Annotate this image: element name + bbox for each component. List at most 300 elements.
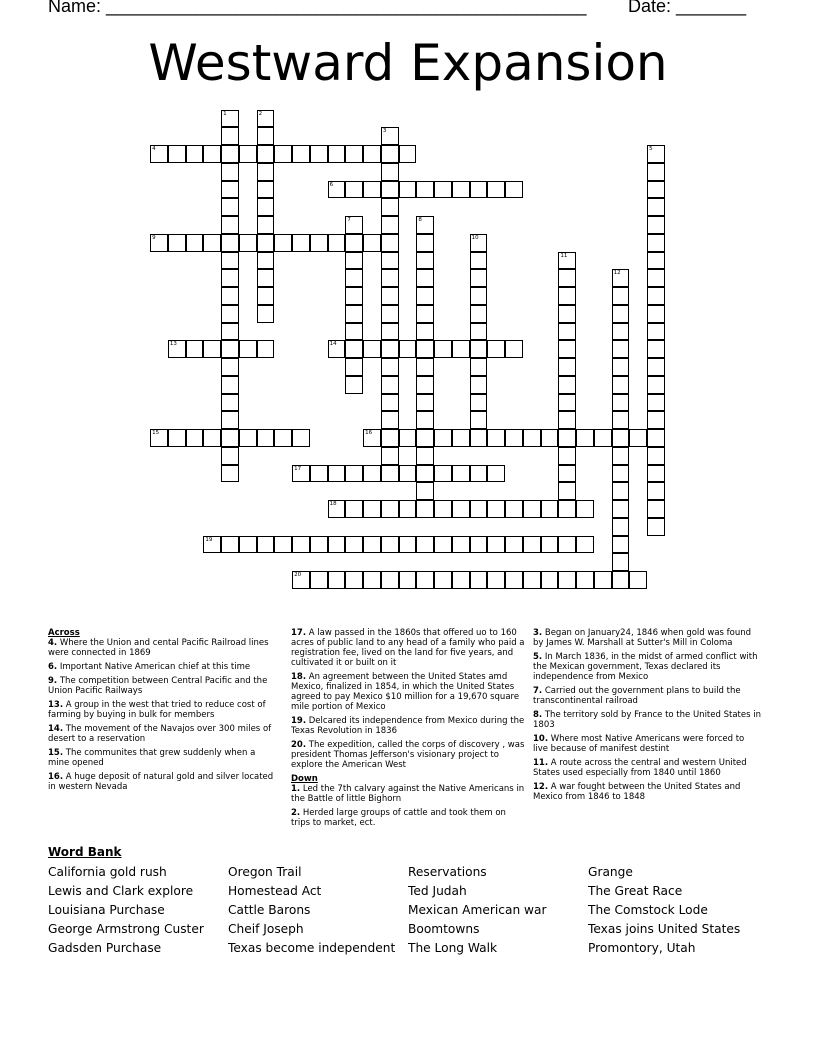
- clue-number: 15: [152, 430, 160, 437]
- grid-cell[interactable]: [452, 429, 470, 447]
- grid-cell[interactable]: [452, 181, 470, 199]
- grid-cell[interactable]: [416, 287, 434, 305]
- grid-cell[interactable]: [647, 234, 665, 252]
- grid-cell[interactable]: [274, 536, 292, 554]
- grid-cell[interactable]: [186, 145, 204, 163]
- grid-cell[interactable]: [150, 429, 168, 447]
- grid-cell[interactable]: [470, 252, 488, 270]
- grid-cell[interactable]: [363, 340, 381, 358]
- grid-cell[interactable]: [434, 340, 452, 358]
- grid-cell[interactable]: [416, 411, 434, 429]
- grid-cell[interactable]: [612, 376, 630, 394]
- word-bank-item: Promontory, Utah: [588, 941, 696, 955]
- grid-cell[interactable]: [647, 358, 665, 376]
- grid-cell[interactable]: [558, 252, 576, 270]
- grid-cell[interactable]: [328, 500, 346, 518]
- grid-cell[interactable]: [221, 447, 239, 465]
- grid-cell[interactable]: [381, 181, 399, 199]
- grid-cell[interactable]: [541, 571, 559, 589]
- word-bank-item: Texas joins United States: [588, 922, 741, 936]
- grid-cell[interactable]: [505, 500, 523, 518]
- grid-cell[interactable]: [257, 145, 275, 163]
- grid-cell[interactable]: [505, 571, 523, 589]
- grid-cell[interactable]: [470, 465, 488, 483]
- grid-cell[interactable]: [487, 429, 505, 447]
- grid-cell[interactable]: [558, 323, 576, 341]
- grid-cell[interactable]: [292, 465, 310, 483]
- grid-cell[interactable]: [612, 482, 630, 500]
- grid-cell[interactable]: [186, 234, 204, 252]
- grid-cell[interactable]: [647, 163, 665, 181]
- grid-cell[interactable]: [221, 429, 239, 447]
- grid-cell[interactable]: [168, 429, 186, 447]
- clue-item: 20. The expedition, called the corps of discovery , was president Thomas Jefferson's visionary project to explore the American West: [291, 740, 525, 770]
- grid-cell[interactable]: [381, 358, 399, 376]
- grid-cell[interactable]: [416, 500, 434, 518]
- grid-cell[interactable]: [257, 536, 275, 554]
- grid-cell[interactable]: [612, 500, 630, 518]
- grid-cell[interactable]: [345, 571, 363, 589]
- grid-cell[interactable]: [399, 500, 417, 518]
- grid-cell[interactable]: [541, 500, 559, 518]
- grid-cell[interactable]: [168, 234, 186, 252]
- grid-cell[interactable]: [470, 323, 488, 341]
- grid-cell[interactable]: [487, 536, 505, 554]
- grid-cell[interactable]: [647, 323, 665, 341]
- grid-cell[interactable]: [647, 252, 665, 270]
- grid-cell[interactable]: [257, 287, 275, 305]
- grid-cell[interactable]: [345, 269, 363, 287]
- grid-cell[interactable]: [647, 216, 665, 234]
- grid-cell[interactable]: [416, 305, 434, 323]
- clue-item: 6. Important Native American chief at this time: [48, 662, 251, 672]
- grid-cell[interactable]: [345, 287, 363, 305]
- grid-cell[interactable]: [487, 571, 505, 589]
- grid-cell[interactable]: [470, 571, 488, 589]
- grid-cell[interactable]: [381, 536, 399, 554]
- name-field[interactable]: Name: ________________________________________________: [48, 0, 587, 16]
- grid-cell[interactable]: [558, 340, 576, 358]
- grid-cell[interactable]: [452, 571, 470, 589]
- grid-cell[interactable]: [381, 429, 399, 447]
- grid-cell[interactable]: [381, 127, 399, 145]
- grid-cell[interactable]: [612, 323, 630, 341]
- grid-cell[interactable]: [221, 252, 239, 270]
- grid-cell[interactable]: [416, 216, 434, 234]
- grid-cell[interactable]: [221, 198, 239, 216]
- grid-cell[interactable]: [345, 376, 363, 394]
- grid-cell[interactable]: [612, 394, 630, 412]
- grid-cell[interactable]: [576, 500, 594, 518]
- grid-cell[interactable]: [612, 536, 630, 554]
- grid-cell[interactable]: [399, 465, 417, 483]
- grid-cell[interactable]: [452, 340, 470, 358]
- grid-cell[interactable]: [558, 447, 576, 465]
- grid-cell[interactable]: [274, 429, 292, 447]
- grid-cell[interactable]: [310, 145, 328, 163]
- word-bank-item: California gold rush: [48, 865, 167, 879]
- grid-cell[interactable]: [523, 429, 541, 447]
- grid-cell[interactable]: [470, 411, 488, 429]
- date-field[interactable]: Date: _______: [628, 0, 747, 16]
- grid-cell[interactable]: [558, 358, 576, 376]
- clue-item: 7. Carried out the government plans to build the transcontinental railroad: [533, 686, 741, 706]
- grid-cell[interactable]: [487, 340, 505, 358]
- grid-cell[interactable]: [274, 234, 292, 252]
- grid-cell[interactable]: [239, 429, 257, 447]
- clue-number: 5: [649, 146, 653, 153]
- grid-cell[interactable]: [345, 305, 363, 323]
- grid-cell[interactable]: [416, 429, 434, 447]
- grid-cell[interactable]: [470, 536, 488, 554]
- grid-cell[interactable]: [416, 465, 434, 483]
- grid-cell[interactable]: [239, 234, 257, 252]
- grid-cell[interactable]: [257, 216, 275, 234]
- grid-cell[interactable]: [310, 536, 328, 554]
- grid-cell[interactable]: [345, 234, 363, 252]
- grid-cell[interactable]: [558, 482, 576, 500]
- grid-cell[interactable]: [328, 234, 346, 252]
- grid-cell[interactable]: [399, 181, 417, 199]
- grid-cell[interactable]: [381, 234, 399, 252]
- clue-number: 10: [471, 234, 479, 241]
- word-bank-item: Ted Judah: [408, 884, 467, 898]
- grid-cell[interactable]: [381, 323, 399, 341]
- grid-cell[interactable]: [239, 536, 257, 554]
- grid-cell[interactable]: [363, 429, 381, 447]
- grid-cell[interactable]: [221, 376, 239, 394]
- grid-cell[interactable]: [647, 447, 665, 465]
- grid-cell[interactable]: [487, 500, 505, 518]
- grid-cell[interactable]: [381, 376, 399, 394]
- grid-cell[interactable]: [470, 181, 488, 199]
- grid-cell[interactable]: [328, 465, 346, 483]
- grid-cell[interactable]: [257, 181, 275, 199]
- grid-cell[interactable]: [558, 394, 576, 412]
- grid-cell[interactable]: [381, 145, 399, 163]
- grid-cell[interactable]: [434, 181, 452, 199]
- grid-cell[interactable]: [470, 500, 488, 518]
- grid-cell[interactable]: [381, 252, 399, 270]
- grid-cell[interactable]: [558, 305, 576, 323]
- grid-cell[interactable]: [257, 429, 275, 447]
- grid-cell[interactable]: [203, 145, 221, 163]
- grid-cell[interactable]: [416, 252, 434, 270]
- clue-item: 13. A group in the west that tried to reduce cost of farming by buying in bulk for members: [48, 700, 266, 720]
- grid-cell[interactable]: [186, 429, 204, 447]
- grid-cell[interactable]: [292, 145, 310, 163]
- grid-cell[interactable]: [647, 411, 665, 429]
- grid-cell[interactable]: [541, 536, 559, 554]
- grid-cell[interactable]: [647, 394, 665, 412]
- grid-cell[interactable]: [257, 252, 275, 270]
- grid-cell[interactable]: [310, 465, 328, 483]
- grid-cell[interactable]: [150, 234, 168, 252]
- grid-cell[interactable]: [310, 234, 328, 252]
- grid-cell[interactable]: [416, 358, 434, 376]
- grid-cell[interactable]: [399, 571, 417, 589]
- grid-cell[interactable]: [363, 500, 381, 518]
- grid-cell[interactable]: [239, 145, 257, 163]
- grid-cell[interactable]: [221, 305, 239, 323]
- grid-cell[interactable]: [416, 234, 434, 252]
- grid-cell[interactable]: [434, 571, 452, 589]
- grid-cell[interactable]: [487, 465, 505, 483]
- grid-cell[interactable]: [629, 571, 647, 589]
- grid-cell[interactable]: [345, 340, 363, 358]
- grid-cell[interactable]: [203, 340, 221, 358]
- grid-cell[interactable]: [257, 127, 275, 145]
- grid-cell[interactable]: [647, 145, 665, 163]
- grid-cell[interactable]: [345, 500, 363, 518]
- grid-cell[interactable]: [203, 234, 221, 252]
- grid-cell[interactable]: [221, 323, 239, 341]
- grid-cell[interactable]: [416, 340, 434, 358]
- grid-cell[interactable]: [558, 465, 576, 483]
- grid-cell[interactable]: [470, 429, 488, 447]
- grid-cell[interactable]: [399, 536, 417, 554]
- grid-cell[interactable]: [416, 394, 434, 412]
- grid-cell[interactable]: [345, 216, 363, 234]
- grid-cell[interactable]: [381, 305, 399, 323]
- grid-cell[interactable]: [381, 269, 399, 287]
- grid-cell[interactable]: [647, 287, 665, 305]
- clue-number: 2: [258, 110, 263, 117]
- grid-cell[interactable]: [363, 536, 381, 554]
- grid-cell[interactable]: [434, 429, 452, 447]
- grid-cell[interactable]: [470, 234, 488, 252]
- grid-cell[interactable]: [363, 465, 381, 483]
- grid-cell[interactable]: [470, 376, 488, 394]
- grid-cell[interactable]: [381, 163, 399, 181]
- grid-cell[interactable]: [523, 536, 541, 554]
- grid-cell[interactable]: [416, 447, 434, 465]
- grid-cell[interactable]: [612, 518, 630, 536]
- grid-cell[interactable]: [345, 465, 363, 483]
- grid-cell[interactable]: [399, 340, 417, 358]
- grid-cell[interactable]: [274, 145, 292, 163]
- grid-cell[interactable]: [381, 198, 399, 216]
- grid-cell[interactable]: [399, 145, 417, 163]
- grid-cell[interactable]: [416, 536, 434, 554]
- word-bank-column: [588, 863, 768, 958]
- grid-cell[interactable]: [558, 287, 576, 305]
- grid-cell[interactable]: [257, 340, 275, 358]
- grid-cell[interactable]: [647, 376, 665, 394]
- grid-cell[interactable]: [523, 571, 541, 589]
- grid-cell[interactable]: [221, 145, 239, 163]
- grid-cell[interactable]: [647, 305, 665, 323]
- clue-item: 10. Where most Native Americans were forced to live because of manifest destint: [533, 734, 745, 754]
- grid-cell[interactable]: [345, 323, 363, 341]
- grid-cell[interactable]: [470, 358, 488, 376]
- grid-cell[interactable]: [221, 163, 239, 181]
- clue-number: 3: [382, 128, 387, 135]
- grid-cell[interactable]: [381, 340, 399, 358]
- grid-cell[interactable]: [452, 500, 470, 518]
- grid-cell[interactable]: [345, 252, 363, 270]
- grid-cell[interactable]: [434, 500, 452, 518]
- grid-cell[interactable]: [505, 429, 523, 447]
- grid-cell[interactable]: [203, 429, 221, 447]
- clue-item: 19. Delcared its independence from Mexico during the Texas Revolution in 1836: [291, 716, 525, 736]
- grid-cell[interactable]: [221, 216, 239, 234]
- grid-cell[interactable]: [381, 465, 399, 483]
- clue-item: 5. In March 1836, in the midst of armed conflict with the Mexican government, Texas declared its independence from Mexico: [533, 652, 758, 682]
- grid-cell[interactable]: [345, 145, 363, 163]
- grid-cell[interactable]: [452, 465, 470, 483]
- grid-cell[interactable]: [168, 145, 186, 163]
- grid-cell[interactable]: [470, 340, 488, 358]
- grid-cell[interactable]: [612, 287, 630, 305]
- grid-cell[interactable]: [558, 571, 576, 589]
- grid-cell[interactable]: [328, 145, 346, 163]
- grid-cell[interactable]: [416, 571, 434, 589]
- grid-cell[interactable]: [257, 234, 275, 252]
- grid-cell[interactable]: [257, 163, 275, 181]
- grid-cell[interactable]: [647, 429, 665, 447]
- grid-cell[interactable]: [292, 536, 310, 554]
- clue-number: 1: [223, 110, 227, 117]
- clue-number: 16: [365, 430, 373, 437]
- grid-cell[interactable]: [505, 181, 523, 199]
- grid-cell[interactable]: [310, 571, 328, 589]
- grid-cell[interactable]: [647, 181, 665, 199]
- grid-cell[interactable]: [558, 500, 576, 518]
- grid-cell[interactable]: [647, 500, 665, 518]
- grid-cell[interactable]: [612, 465, 630, 483]
- grid-cell[interactable]: [363, 181, 381, 199]
- grid-cell[interactable]: [434, 465, 452, 483]
- grid-cell[interactable]: [221, 465, 239, 483]
- grid-cell[interactable]: [221, 269, 239, 287]
- grid-cell[interactable]: [416, 376, 434, 394]
- grid-cell[interactable]: [505, 536, 523, 554]
- grid-cell[interactable]: [612, 305, 630, 323]
- grid-cell[interactable]: [186, 340, 204, 358]
- grid-cell[interactable]: [470, 305, 488, 323]
- grid-cell[interactable]: [470, 287, 488, 305]
- grid-cell[interactable]: [558, 429, 576, 447]
- grid-cell[interactable]: [381, 287, 399, 305]
- grid-cell[interactable]: [612, 571, 630, 589]
- grid-cell[interactable]: [594, 429, 612, 447]
- grid-cell[interactable]: [629, 429, 647, 447]
- grid-cell[interactable]: [416, 482, 434, 500]
- grid-cell[interactable]: [612, 429, 630, 447]
- grid-cell[interactable]: [257, 110, 275, 128]
- word-bank-item: The Great Race: [588, 884, 683, 898]
- grid-cell[interactable]: [576, 429, 594, 447]
- grid-cell[interactable]: [647, 482, 665, 500]
- grid-cell[interactable]: [363, 145, 381, 163]
- grid-cell[interactable]: [470, 394, 488, 412]
- grid-cell[interactable]: [647, 198, 665, 216]
- grid-cell[interactable]: [612, 340, 630, 358]
- word-bank-item: Cheif Joseph: [228, 922, 304, 936]
- grid-cell[interactable]: [558, 376, 576, 394]
- clue-item: 15. The communites that grew suddenly when a mine opened: [48, 748, 256, 768]
- grid-cell[interactable]: [345, 536, 363, 554]
- grid-cell[interactable]: [221, 411, 239, 429]
- grid-cell[interactable]: [487, 181, 505, 199]
- grid-cell[interactable]: [470, 269, 488, 287]
- grid-cell[interactable]: [576, 536, 594, 554]
- grid-cell[interactable]: [416, 181, 434, 199]
- grid-cell[interactable]: [221, 110, 239, 128]
- grid-cell[interactable]: [505, 340, 523, 358]
- grid-cell[interactable]: [221, 127, 239, 145]
- grid-cell[interactable]: [257, 305, 275, 323]
- grid-cell[interactable]: [612, 358, 630, 376]
- grid-cell[interactable]: [257, 269, 275, 287]
- grid-cell[interactable]: [363, 571, 381, 589]
- grid-cell[interactable]: [221, 394, 239, 412]
- grid-cell[interactable]: [239, 340, 257, 358]
- grid-cell[interactable]: [558, 269, 576, 287]
- grid-cell[interactable]: [612, 553, 630, 571]
- grid-cell[interactable]: [168, 340, 186, 358]
- grid-cell[interactable]: [647, 269, 665, 287]
- grid-cell[interactable]: [399, 429, 417, 447]
- grid-cell[interactable]: [381, 500, 399, 518]
- grid-cell[interactable]: [647, 340, 665, 358]
- grid-cell[interactable]: [292, 234, 310, 252]
- grid-cell[interactable]: [381, 216, 399, 234]
- grid-cell[interactable]: [203, 536, 221, 554]
- grid-cell[interactable]: [434, 536, 452, 554]
- grid-cell[interactable]: [221, 181, 239, 199]
- grid-cell[interactable]: [416, 323, 434, 341]
- grid-cell[interactable]: [452, 536, 470, 554]
- grid-cell[interactable]: [381, 411, 399, 429]
- grid-cell[interactable]: [612, 269, 630, 287]
- grid-cell[interactable]: [558, 536, 576, 554]
- grid-cell[interactable]: [221, 234, 239, 252]
- grid-cell[interactable]: [328, 181, 346, 199]
- grid-cell[interactable]: [612, 411, 630, 429]
- grid-cell[interactable]: [328, 536, 346, 554]
- clue-item: 1. Led the 7th calvary against the Native Americans in the Battle of little Bighorn: [291, 784, 525, 804]
- grid-cell[interactable]: [558, 411, 576, 429]
- grid-cell[interactable]: [594, 571, 612, 589]
- grid-cell[interactable]: [150, 145, 168, 163]
- grid-cell[interactable]: [221, 358, 239, 376]
- grid-cell[interactable]: [292, 571, 310, 589]
- grid-cell[interactable]: [416, 269, 434, 287]
- grid-cell[interactable]: [523, 500, 541, 518]
- grid-cell[interactable]: [381, 447, 399, 465]
- grid-cell[interactable]: [647, 518, 665, 536]
- grid-cell[interactable]: [328, 571, 346, 589]
- word-bank-item: The Long Walk: [408, 941, 498, 955]
- grid-cell[interactable]: [345, 181, 363, 199]
- grid-cell[interactable]: [292, 429, 310, 447]
- grid-cell[interactable]: [541, 429, 559, 447]
- grid-cell[interactable]: [345, 358, 363, 376]
- grid-cell[interactable]: [381, 571, 399, 589]
- grid-cell[interactable]: [363, 234, 381, 252]
- grid-cell[interactable]: [221, 287, 239, 305]
- grid-cell[interactable]: [221, 340, 239, 358]
- grid-cell[interactable]: [381, 394, 399, 412]
- grid-cell[interactable]: [221, 536, 239, 554]
- grid-cell[interactable]: [576, 571, 594, 589]
- grid-cell[interactable]: [647, 465, 665, 483]
- grid-cell[interactable]: [257, 198, 275, 216]
- grid-cell[interactable]: [612, 447, 630, 465]
- grid-cell[interactable]: [328, 340, 346, 358]
